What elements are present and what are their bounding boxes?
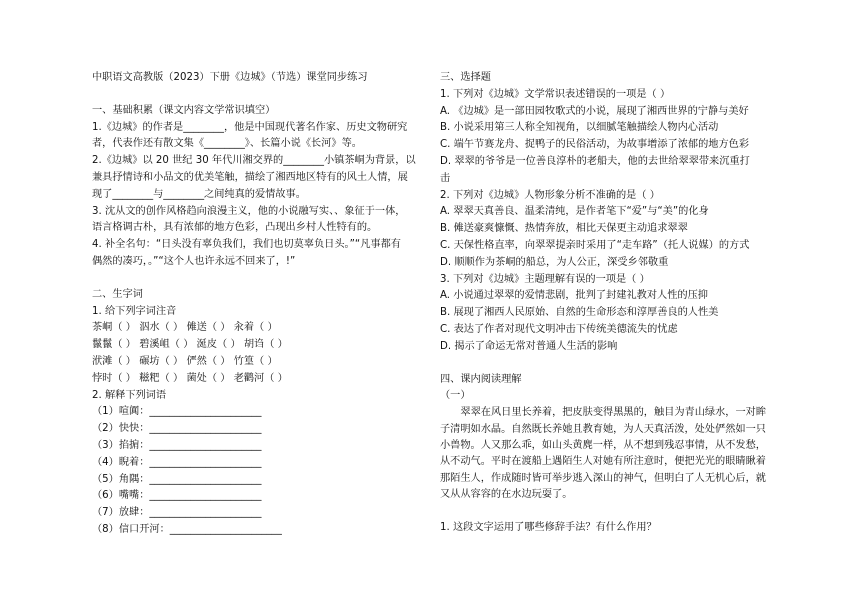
explain-item: （6）嘴嘴：______________________ bbox=[92, 490, 262, 502]
pinyin-row: 悖时（ ） 糍粑（ ） 菌处（ ） 老鹳河（ ） bbox=[92, 372, 288, 384]
explain-item: （7）放肆：______________________ bbox=[92, 507, 262, 519]
pinyin-row: 茶峒（ ） 泅水（ ） 傩送（ ） 汆着（ ） bbox=[92, 322, 278, 334]
right-column bbox=[440, 70, 770, 536]
pinyin-row: 洑滩（ ） 碾坊（ ） 俨然（ ） 竹篁（ ） bbox=[92, 355, 278, 367]
explain-item: （8）信口开河：______________________ bbox=[92, 523, 282, 535]
basic-line: 4. 补全名句：“日头没有辜负我们，我们也切莫辜负日头。”“凡事都有 bbox=[92, 239, 401, 251]
question-2-option: D. 顺顺作为茶峒的船总，为人公正，深受乡邻敬重 bbox=[440, 256, 669, 268]
basic-line: 偶然的凑巧，。”“这个人也许永远不回来了，!” bbox=[92, 255, 296, 267]
section-reading-title: 四、课内阅读理解 bbox=[440, 373, 522, 385]
reading-part-label: （一） bbox=[440, 390, 471, 402]
question-3-option: A. 小说通过翠翠的爱情悲剧，批判了封建礼教对人性的压抑 bbox=[440, 290, 708, 302]
question-3: 3. 下列对《边城》主题理解有误的一项是（ ） bbox=[440, 273, 650, 285]
pinyin-subtitle: 1. 给下列字词注音 bbox=[92, 305, 177, 317]
basic-line: 3. 沈从文的创作风格趋向浪漫主义，他的小说融写实、、象征于一体， bbox=[92, 205, 406, 217]
spacer bbox=[92, 87, 422, 103]
question-1-option: A. 《边城》是一部田园牧歌式的小说，展现了湘西世界的宁静与美好 bbox=[440, 105, 749, 117]
question-2-option: A. 翠翠天真善良、温柔清纯，是作者笔下“爱”与“美”的化身 bbox=[440, 206, 709, 218]
question-2-option: B. 傩送豪爽慷慨、热情奔放，相比天保更主动追求翠翠 bbox=[440, 223, 688, 235]
page-title: 中职语文高教版（2023）下册《边城》（节选）课堂同步练习 bbox=[92, 72, 368, 83]
question-1-option: C. 端午节赛龙舟、捉鸭子的民俗活动，为故事增添了浓郁的地方色彩 bbox=[440, 139, 750, 151]
question-2-option: C. 天保性格直率，向翠翠提亲时采用了“走车路”（托人说媒）的方式 bbox=[440, 239, 750, 251]
question-3-option: B. 展现了湘西人民原始、自然的生命形态和淳厚善良的人性美 bbox=[440, 307, 719, 319]
question-3-option: C. 表达了作者对现代文明冲击下传统美德流失的忧虑 bbox=[440, 323, 678, 335]
question-3-option: D. 揭示了命运无常对普通人生活的影响 bbox=[440, 340, 618, 352]
basic-line: 语言格调古朴，具有浓郁的地方色彩，凸现出乡村人性特有的。 bbox=[92, 222, 378, 234]
explain-subtitle: 2. 解释下列词语 bbox=[92, 389, 167, 401]
question-1-option: B. 小说采用第三人称全知视角，以细腻笔触描绘人物内心活动 bbox=[440, 122, 719, 134]
reading-question-1: 1. 这段文字运用了哪些修辞手法？有什么作用？ bbox=[440, 521, 657, 533]
question-1: 1. 下列对《边城》文学常识表述错误的一项是（ ） bbox=[440, 88, 671, 100]
section-words-title: 二、生字词 bbox=[92, 288, 143, 300]
basic-line: 现了________与________之间纯真的爱情故事。 bbox=[92, 188, 306, 200]
question-2: 2. 下列对《边城》人物形象分析不准确的是（ ） bbox=[440, 189, 660, 201]
pinyin-row: 鬣鬣（ ） 碧溪岨（ ） 涎皮（ ） 胡诌（ ） bbox=[92, 339, 288, 351]
section-choice-title: 三、选择题 bbox=[440, 72, 491, 83]
basic-line: 1.《边城》的作者是________，他是中国现代著名作家、历史文物研究 bbox=[92, 121, 408, 133]
question-1-option: D. 翠翠的爷爷是一位善良淳朴的老船夫，他的去世给翠翠带来沉重打 bbox=[440, 155, 750, 167]
explain-item: （4）睨着：______________________ bbox=[92, 456, 262, 468]
left-column bbox=[92, 70, 422, 539]
explain-item: （5）角隅：______________________ bbox=[92, 473, 262, 485]
basic-line: 者，代表作还有散文集《________》、长篇小说《长河》等。 bbox=[92, 138, 362, 150]
spacer bbox=[92, 271, 422, 287]
spacer bbox=[440, 356, 770, 372]
explain-item: （3）掐掮：______________________ bbox=[92, 439, 262, 451]
basic-line: 兼具抒情诗和小品文的优美笔触，描绘了湘西地区特有的风土人情，展 bbox=[92, 171, 408, 183]
explain-item: （2）快快：______________________ bbox=[92, 423, 262, 435]
explain-item: （1）喧阗：______________________ bbox=[92, 406, 262, 418]
question-1-option: 击 bbox=[440, 172, 451, 184]
basic-line: 2.《边城》以 20 世纪 30 年代川湘交界的________小镇茶峒为背景，以 bbox=[92, 155, 416, 167]
reading-passage: 翠翠在风日里长养着，把皮肤变得黑黑的，触目为青山绿水，一对眸子清明如水晶。自然既长养她且教育她，为人天真活泼，处处俨然如一只小兽物。人又那么乖，如山头黄麂一样，从不想到残忍事情，从不发愁，从不动气。平时在渡船上遇陌生人对她有所注意时，便把光光的眼睛瞅着那陌生人，作成随时皆可举步逃入深山的神气，但明白了人无机心后，就又从从容容的在水边玩耍了。 bbox=[440, 407, 767, 501]
spacer bbox=[440, 504, 770, 520]
section-basic-title: 一、基础积累（课文内容文学常识填空） bbox=[92, 104, 276, 116]
